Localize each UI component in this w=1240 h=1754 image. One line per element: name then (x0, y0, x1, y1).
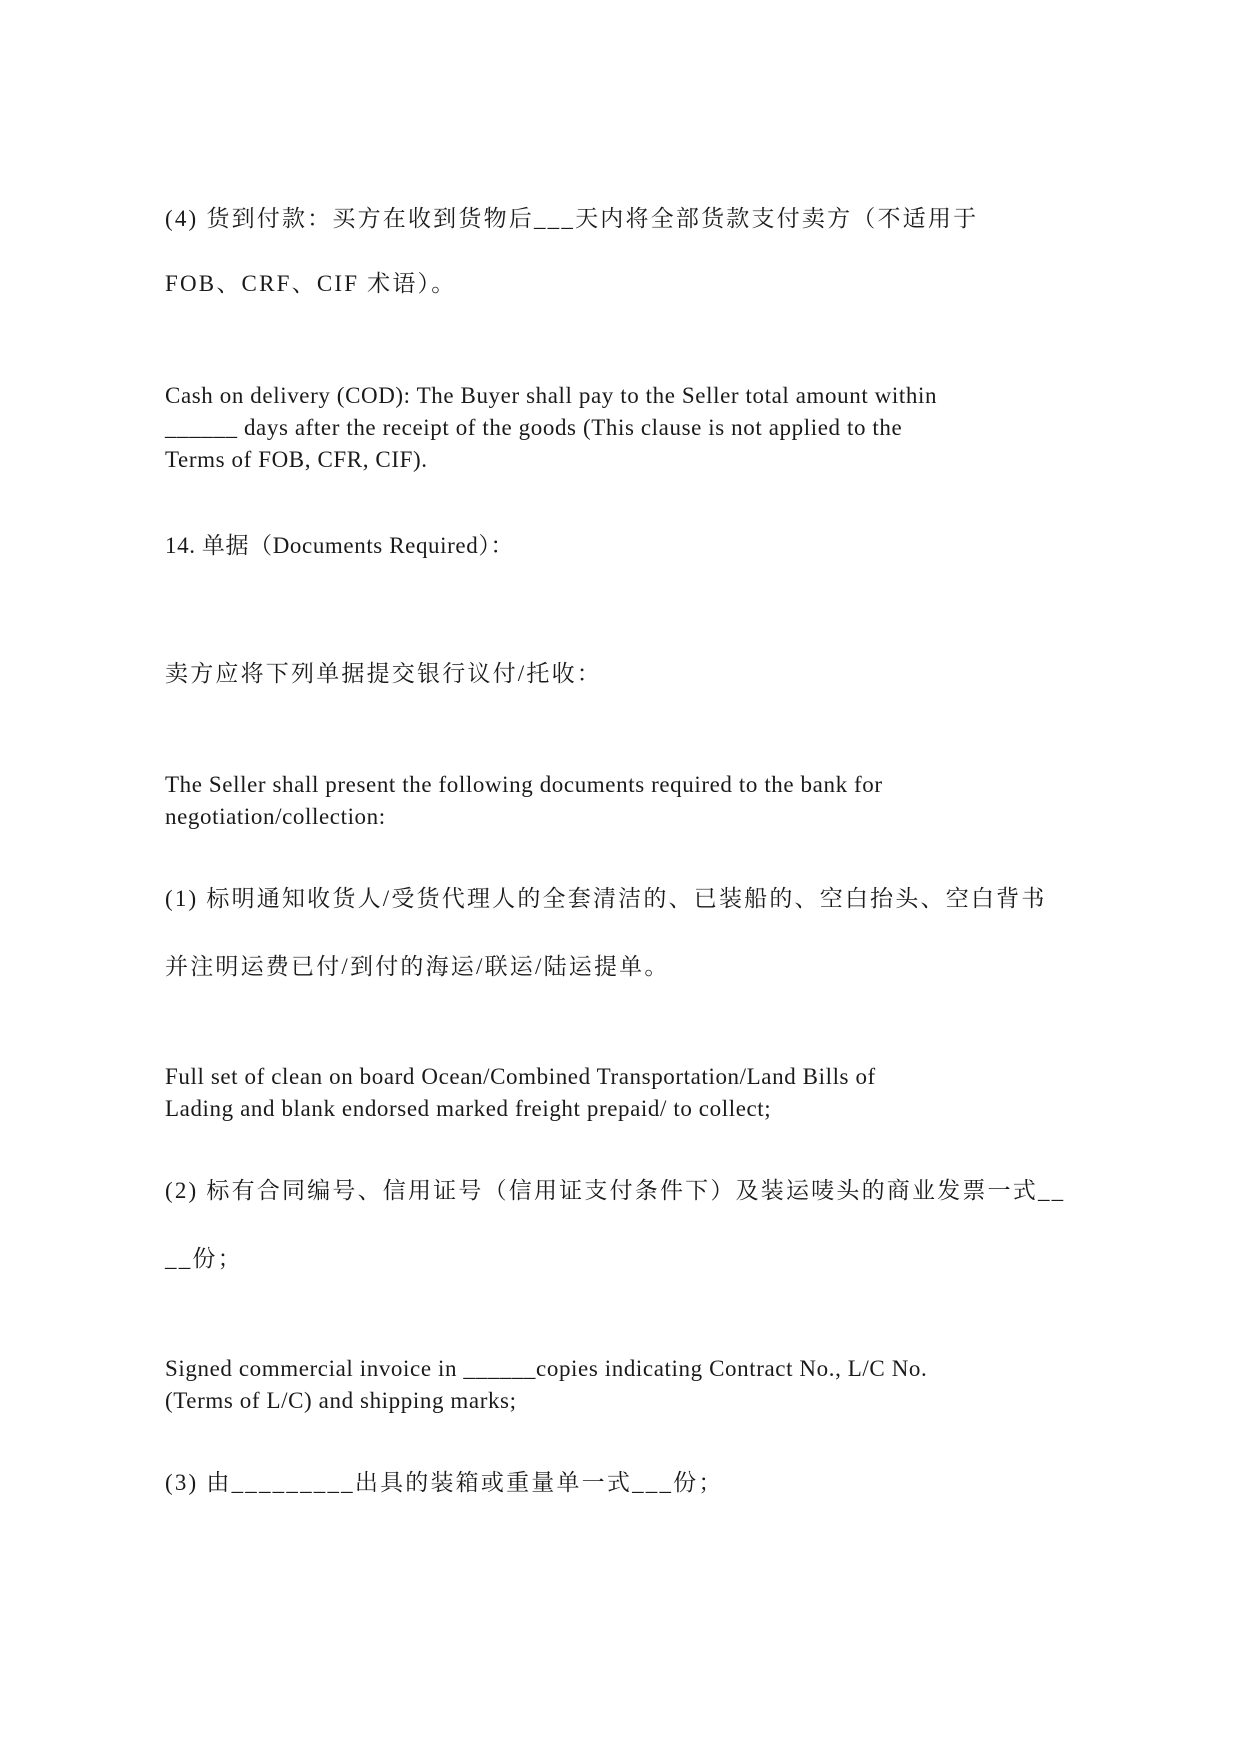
item-2-chinese-line-2: __份； (165, 1246, 243, 1271)
documents-intro-chinese: 卖方应将下列单据提交银行议付/托收： (165, 661, 602, 686)
clause-4-cod-english-line-3: Terms of FOB, CFR, CIF). (165, 447, 428, 472)
item-1-chinese-line-1: (1) 标明通知收货人/受货代理人的全套清洁的、已装船的、空白抬头、空白背书 (165, 886, 1047, 911)
item-2-english-line-1: Signed commercial invoice in ______copies indicating Contract No., L/C No. (165, 1356, 928, 1381)
clause-4-cod-english-line-1: Cash on delivery (COD): The Buyer shall pay to the Seller total amount within (165, 383, 938, 408)
item-1-english-line-1: Full set of clean on board Ocean/Combined Transportation/Land Bills of (165, 1064, 876, 1089)
documents-intro-english-line-1: The Seller shall present the following documents required to the bank for (165, 772, 883, 797)
item-3-chinese-line-1: (3) 由_________出具的装箱或重量单一式___份； (165, 1470, 724, 1495)
item-2-english-line-2: (Terms of L/C) and shipping marks; (165, 1388, 517, 1413)
clause-4-cod-chinese-line-1: (4) 货到付款：买方在收到货物后___天内将全部货款支付卖方（不适用于 (165, 206, 979, 231)
clause-4-cod-chinese-line-2: FOB、CRF、CIF 术语）。 (165, 271, 457, 296)
documents-intro-english-line-2: negotiation/collection: (165, 804, 386, 829)
clause-4-cod-english-line-2: ______ days after the receipt of the goods (This clause is not applied to the (165, 415, 903, 440)
item-1-chinese-line-2: 并注明运费已付/到付的海运/联运/陆运提单。 (165, 954, 670, 979)
item-1-english-line-2: Lading and blank endorsed marked freight prepaid/ to collect; (165, 1096, 772, 1121)
item-2-chinese-line-1: (2) 标有合同编号、信用证号（信用证支付条件下）及装运唛头的商业发票一式__ (165, 1178, 1066, 1203)
section-14-heading: 14. 单据（Documents Required）： (165, 533, 515, 558)
